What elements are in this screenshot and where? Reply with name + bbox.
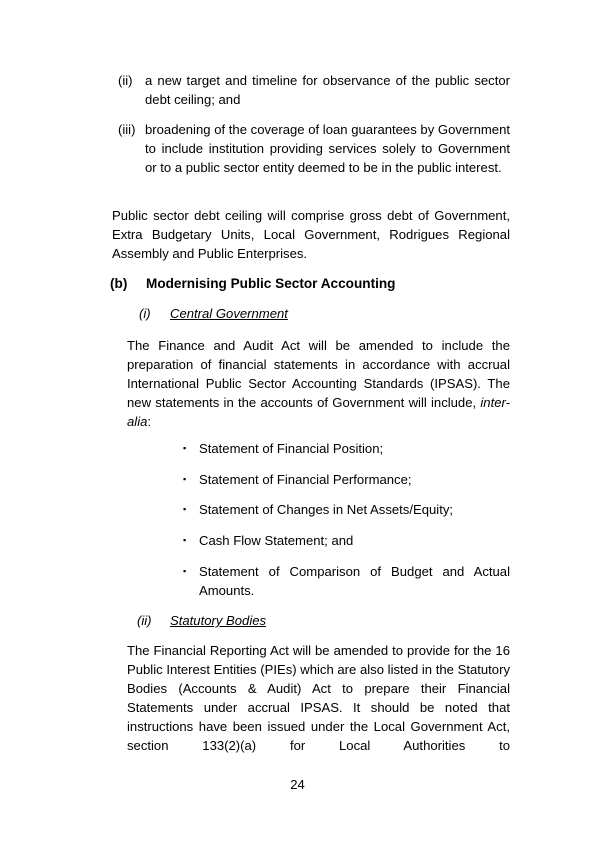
bullet-square-icon: ▪ [183, 443, 187, 453]
sub-ii-title: Statutory Bodies [170, 613, 267, 628]
section-b-title: Modernising Public Sector Accounting [146, 276, 396, 291]
paragraph-colon: : [147, 414, 152, 429]
item-iii-text: broadening of the coverage of loan guarantees by Government to include institution providing services solely to Government or to a public sector entity deemed to be in the public interest. [145, 122, 510, 175]
bullet-item: Statement of Financial Position; [199, 441, 384, 456]
page-number: 24 [290, 777, 305, 792]
bullet-item: Cash Flow Statement; and [199, 533, 354, 548]
item-ii-label: (ii) [118, 73, 133, 88]
item-iii-label: (iii) [118, 122, 136, 137]
central-government-paragraph-main: The Finance and Audit Act will be amended to include the preparation of financial statements in accordance with accrual International Public Sector Accounting Standards (IPSAS). The new statements in the accounts of Government will include, [127, 338, 510, 410]
bullet-item: Statement of Changes in Net Assets/Equity; [199, 502, 454, 517]
central-government-paragraph [127, 336, 510, 431]
bullet-item: Statement of Comparison of Budget and Actual Amounts. [199, 564, 510, 598]
statutory-bodies-paragraph: The Financial Reporting Act will be amended to provide for the 16 Public Interest Entities (PIEs) which are also listed in the Statutory Bodies (Accounts & Audit) Act to prepare their Financial Statements under accrual IPSAS. It should be noted that instructions have been issued under the Local Government Act, section 133(2)(a) for Local Authorities to [127, 643, 510, 753]
sub-i-title: Central Government [170, 306, 288, 321]
inter-alia-text: inter-alia [127, 395, 510, 429]
debt-ceiling-paragraph: Public sector debt ceiling will comprise gross debt of Government, Extra Budgetary Units, Local Government, Rodrigues Regional Assembly and Public Enterprises. [112, 208, 510, 261]
bullet-square-icon: ▪ [183, 474, 187, 484]
sub-i-label: (i) [139, 306, 151, 321]
section-b-label: (b) [110, 276, 128, 291]
sub-ii-label: (ii) [137, 613, 152, 628]
bullet-square-icon: ▪ [183, 504, 187, 514]
bullet-square-icon: ▪ [183, 566, 187, 576]
bullet-square-icon: ▪ [183, 535, 187, 545]
bullet-item: Statement of Financial Performance; [199, 472, 412, 487]
item-ii-text: a new target and timeline for observance of the public sector debt ceiling; and [145, 73, 510, 107]
